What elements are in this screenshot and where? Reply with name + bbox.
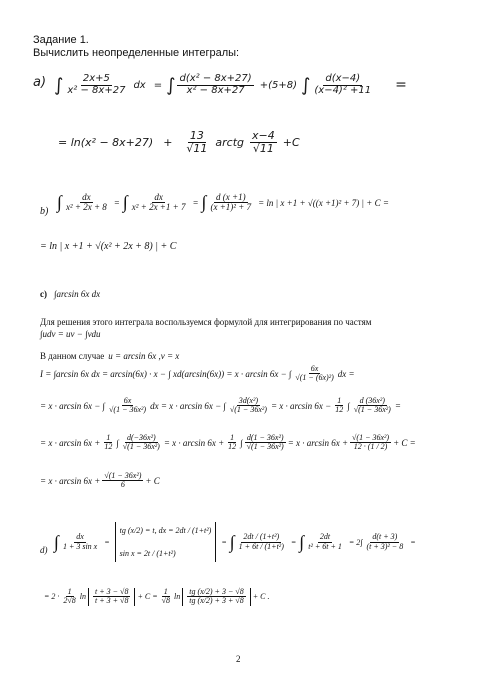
fraction: $\frac{d(t + 3)}{\text{(t + 3)² − 8}}$ xyxy=(366,532,404,551)
part-a-line-1: ∫ $\frac{2x+5}{\text{x² − 8x+27}}$ dx = ∫ $\frac{\text{d(x² − 8x+27)}}{\text{x² − 8x+27}}$ +(5+8) ∫ $\frac{d(x-4)}{\text{(x−4)² +11}}$ = xyxy=(54,73,407,96)
integral-sign: ∫ xyxy=(166,74,176,96)
part-c-line-1: I = ∫arcsin 6x dx = arcsin(6x) · x − ∫ xd(arcsin(6x)) = x · arcsin 6x − ∫ $\frac{6x}{\text{√(1 − (6x)²)}}$ dx = xyxy=(40,364,355,383)
fraction: $\frac{13}{√11}$ xyxy=(186,129,208,155)
task-instruction: Вычислить неопределенные интегралы: xyxy=(33,47,240,59)
page-number: 2 xyxy=(236,654,241,664)
part-b-label: b) xyxy=(40,206,49,217)
fraction: $\frac{1}{12}$ xyxy=(228,433,237,452)
fraction: $\frac{2x+5}{\text{x² − 8x+27}}$ xyxy=(67,73,126,96)
parts-formula: ∫udv = uv − ∫vdu xyxy=(40,329,101,339)
fraction: $\frac{dx}{\text{x² + 2x + 8}}$ xyxy=(65,191,107,212)
fraction: $\frac{\text{3d(x²)}}{\text{√(1 − 36x²)}}$ xyxy=(229,396,267,415)
fraction: $\frac{\text{d(−36x²)}}{\text{√(1 − 36x²)}}$ xyxy=(122,433,160,452)
fraction: $\frac{d (x +1)}{\text{(x +1)² + 7}}$ xyxy=(210,191,252,212)
fraction: $\frac{1}{12}$ xyxy=(335,396,344,415)
fraction: $\frac{6x}{\text{√(1 − 36x²)}}$ xyxy=(109,396,147,415)
fraction: $\frac{dx}{\text{1 + 3 sin x}}$ xyxy=(62,532,98,551)
fraction: $\frac{dx}{\text{x² + 2x +1 + 7}}$ xyxy=(131,191,186,212)
part-c-label: c) xyxy=(40,289,47,299)
part-d-label: d) xyxy=(40,545,48,555)
fraction: $\frac{d(x-4)}{\text{(x−4)² +11}}$ xyxy=(314,73,372,96)
fraction: $\frac{\text{2dt / (1+t²)}}{\text{1 + 6t / (1+t²)}}$ xyxy=(238,532,284,551)
fraction: $\frac{1}{√8}$ xyxy=(161,587,170,606)
part-a-label: a) xyxy=(33,75,47,90)
part-c-line-2: = x · arcsin 6x − ∫ $\frac{6x}{\text{√(1 − 36x²)}}$ dx = x · arcsin 6x − ∫ $\frac{\text{3d(x²)}}{\text{√(1 − 36x²)}}$ = x · arcsin 6x − $\frac{1}{12}$ ∫ $\frac{\text{d (36x²)}}{\text{√(1 − 36x²)}}$ = xyxy=(40,396,401,415)
part-b-line-2: = ln | x +1 + √(x² + 2x + 8) | + C xyxy=(40,241,177,252)
integral-sign: ∫ xyxy=(54,74,64,96)
fraction: $\frac{x-4}{√11}$ xyxy=(252,129,275,155)
fraction: $\frac{\text{d(x² − 8x+27)}}{\text{x² − 8x+27}}$ xyxy=(179,73,252,96)
task-title: Задание 1. xyxy=(33,34,89,46)
fraction: $\frac{\text{d (36x²)}}{\text{√(1 − 36x²)}}$ xyxy=(353,396,391,415)
substitution-box: tg (x/2) = t, dx = 2dt / (1+t²) sin x = 2t / (1+t²) xyxy=(115,522,217,562)
fraction: $\frac{2dt}{\text{t² + 6t + 1}}$ xyxy=(308,532,342,551)
fraction: $\frac{\text{√(1 − 36x²)}}{6}$ xyxy=(104,471,142,490)
fraction: $\frac{tg (x/2) + 3 - √8}{tg (x/2) + 3 + √8}$ xyxy=(189,587,244,606)
fraction: $\frac{\text{√(1 − 36x²)}}{12 \cdot (1 / 2)}$ xyxy=(352,433,390,452)
part-d-line-1: ∫ $\frac{dx}{\text{1 + 3 sin x}}$ = tg (x/2) = t, dx = 2dt / (1+t²) sin x = 2t / (1+t²) = ∫ $\frac{\text{2dt / (1+t²)}}{\text{1 + 6t / (1+t²)}}$ = ∫ $\frac{2dt}{\text{t² + 6t + 1}}$ = 2∫ $\frac{d(t + 3)}{\text{(t + 3)² − 8}}$ = xyxy=(54,522,416,562)
part-c-integral: ∫arcsin 6x dx xyxy=(54,289,101,299)
part-a-line-2: = ln(x² − 8x+27) + $\frac{13}{√11}$ arctg $\frac{x-4}{√11}$ +C xyxy=(58,129,300,155)
fraction: $\frac{1}{12}$ xyxy=(104,433,113,452)
part-d-line-2: = 2 · $\frac{1}{2√8}$ ln $\frac{t + 3 - √8}{t + 3 + √8}$ + C = $\frac{1}{√8}$ ln $\frac{tg (x/2) + 3 - √8}{tg (x/2) + 3 + √8}$ + C . xyxy=(44,587,270,606)
part-c-line-4: = x · arcsin 6x + $\frac{\text{√(1 − 36x²)}}{6}$ + C xyxy=(40,471,160,490)
fraction: $\frac{t + 3 - √8}{t + 3 + √8}$ xyxy=(95,587,129,606)
part-c-case: В данном случае u = arcsin 6x ,v = x xyxy=(40,351,180,361)
fraction: $\frac{\text{d(1 − 36x²)}}{\text{√(1 − 36x²)}}$ xyxy=(246,433,284,452)
fraction: $\frac{1}{2√8}$ xyxy=(63,587,76,606)
integral-sign: ∫ xyxy=(300,74,311,96)
fraction: $\frac{6x}{\text{√(1 − (6x)²)}}$ xyxy=(295,364,334,383)
part-c-explanation: Для решения этого интеграла воспользуемся формулой для интегрирования по частям xyxy=(40,317,372,327)
part-b-line-1: ∫ $\frac{dx}{\text{x² + 2x + 8}}$ = ∫ $\frac{dx}{\text{x² + 2x +1 + 7}}$ = ∫ $\frac{d (x +1)}{\text{(x +1)² + 7}}$ = ln | x +1 + √((x +1)² + 7) | + C = xyxy=(57,191,389,212)
part-c-line-3: = x · arcsin 6x + $\frac{1}{12}$ ∫ $\frac{\text{d(−36x²)}}{\text{√(1 − 36x²)}}$ = x · arcsin 6x + $\frac{1}{12}$ ∫ $\frac{\text{d(1 − 36x²)}}{\text{√(1 − 36x²)}}$ = x · arcsin 6x + $\frac{\text{√(1 − 36x²)}}{12 \cdot (1 / 2)}$ + C = xyxy=(40,433,416,452)
